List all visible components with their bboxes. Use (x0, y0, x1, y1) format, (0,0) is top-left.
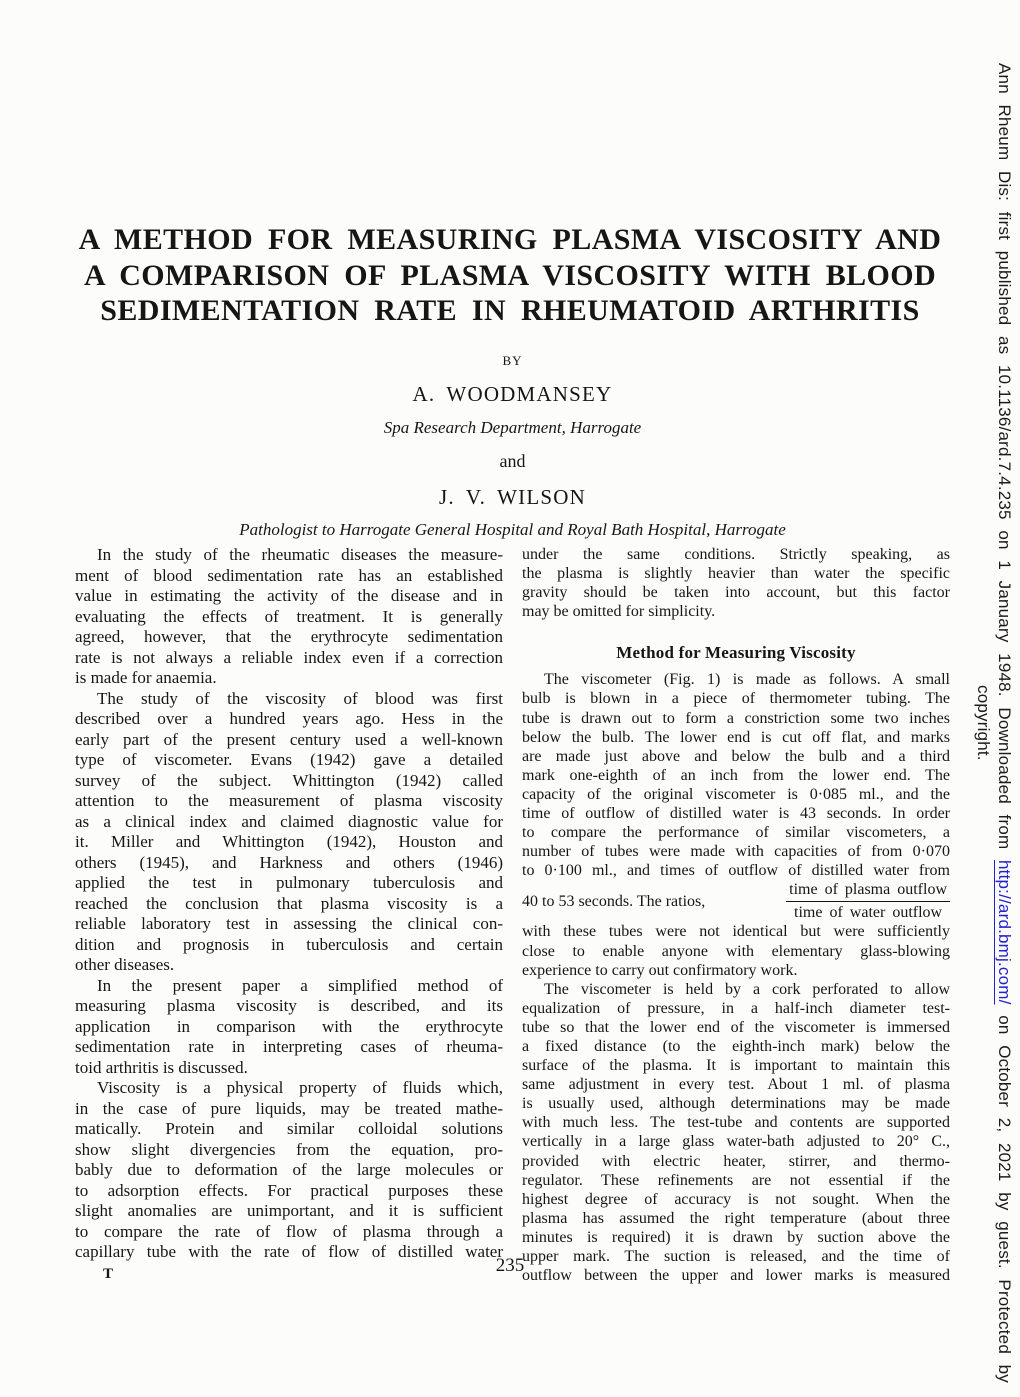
text-line: The study of the viscosity of blood was first (97, 688, 503, 708)
text-line: measuring plasma viscosity is described, and its (75, 996, 503, 1015)
text-line: The viscometer is held by a cork perforated to allow (544, 980, 950, 998)
sidebar-text-after-link: on October 2, 2021 by guest. Protected by (995, 1004, 1014, 1383)
author-1: A. WOODMANSEY (412, 382, 613, 406)
text-line: may be omitted for simplicity. (522, 603, 716, 621)
article-title-line-2: A COMPARISON OF PLASMA VISCOSITY WITH BLOOD (83, 258, 937, 292)
text-line: with these tubes were not identical but were sufficiently (522, 923, 950, 941)
text-line: matically. Protein and similar colloidal solutions (75, 1119, 503, 1138)
sidebar-text-before-link: Ann Rheum Dis: first published as 10.1136/ard.7.4.235 on 1 January 1948. Downloaded from (995, 63, 1014, 860)
text-line: type of viscometer. Evans (1942) gave a detailed (75, 750, 503, 769)
ratio-fraction-row (522, 880, 950, 922)
section-heading-method: Method for Measuring Viscosity (616, 643, 856, 663)
text-line: toid arthritis is discussed. (75, 1057, 248, 1077)
text-line: show slight divergencies from the equation, pro- (75, 1139, 503, 1159)
text-line: ment of blood sedimentation rate has an established (75, 565, 503, 585)
text-line: others (1945), and Harkness and others (1946) (75, 852, 503, 872)
text-line: in the case of pure liquids, may be treated mathe- (75, 1098, 503, 1118)
text-line: plasma has assumed the right temperature (about three (522, 1209, 950, 1227)
text-line: experience to carry out confirmatory work. (522, 961, 798, 979)
journal-provenance-sidebar (973, 63, 1015, 1383)
text-line: are made just above and below the bulb and a third (522, 747, 950, 765)
text-line: to compare the performance of similar viscometers, a (522, 824, 950, 842)
text-line: as a clinical index and claimed diagnostic value for (75, 811, 503, 831)
right-column-continued-paragraph (522, 545, 950, 621)
fraction-denominator: time of water outflow (794, 903, 943, 921)
method-paragraph-before-fraction (522, 670, 950, 880)
text-line: time of outflow of distilled water is 43 seconds. In order (522, 805, 950, 823)
sidebar-copyright-line: copyright. (974, 685, 993, 761)
text-line: dition and prognosis in tuberculosis and certain (75, 934, 503, 954)
text-line: outflow between the upper and lower marks is measured (522, 1267, 950, 1285)
text-line: with much less. The test-tube and contents are supported (522, 1114, 950, 1132)
text-line: under the same conditions. Strictly speaking, as (522, 546, 950, 563)
author-2-affiliation: Pathologist to Harrogate General Hospital and Royal Bath Hospital, Harrogate (239, 520, 786, 539)
text-line: sedimentation rate in interpreting cases of rheuma- (75, 1037, 503, 1056)
ratio-fraction (786, 880, 950, 923)
text-line: to 0·100 ml., and times of outflow of distilled water from (522, 862, 950, 880)
text-line: regulator. These refinements are not essential if the (522, 1171, 950, 1189)
by-label: BY (502, 353, 523, 368)
author-2: J. V. WILSON (439, 485, 586, 509)
text-line: same adjustment in every test. About 1 ml. of plasma (522, 1076, 950, 1094)
text-line: reached the conclusion that plasma viscosity is a (75, 893, 503, 913)
text-line: tube is drawn out to form a constriction some two inches (522, 709, 950, 727)
text-line: mark one-eighth of an inch from the lower end. The (522, 766, 950, 784)
text-line: bulb is blown in a piece of thermometer tubing. The (522, 690, 950, 708)
article-body (75, 545, 950, 1285)
text-line: a fixed distance (to the eighth-inch mark) below the (522, 1037, 950, 1055)
journal-url-link[interactable]: http://ard.bmj.com/ (995, 860, 1014, 1005)
method-paragraph-after-fraction (522, 922, 950, 979)
text-line: is made for anaemia. (75, 668, 217, 687)
right-column (522, 545, 950, 1285)
text-line: reliable laboratory test in assessing the clinical con- (75, 914, 503, 933)
text-line: capillary tube with the rate of flow of distilled water (75, 1242, 503, 1261)
text-line: is usually used, although determinations may be made (522, 1095, 950, 1113)
byline-conjunction: and (499, 451, 526, 471)
text-line: early part of the present century used a well-known (75, 729, 503, 749)
article-title-line-1: A METHOD FOR MEASURING PLASMA VISCOSITY AND (78, 223, 942, 256)
page-number: 235 (495, 1255, 525, 1276)
text-line: upper mark. The suction is released, and the time of (522, 1248, 950, 1265)
text-line: minutes is required) it is drawn by suction above the (522, 1228, 950, 1246)
text-line: survey of the subject. Whittington (1942) called (75, 770, 503, 790)
text-line: evaluating the effects of treatment. It is generally (75, 606, 503, 626)
fraction-lead-text: 40 to 53 seconds. The ratios, (522, 892, 706, 910)
text-line: equalization of pressure, in a half-inch diameter test- (522, 999, 950, 1017)
text-line: rate is not always a reliable index even if a correction (75, 647, 503, 667)
text-line: slight anomalies are unimportant, and it is sufficient (75, 1201, 503, 1220)
text-line: vertically in a large glass water-bath adjusted to 20° C., (522, 1133, 950, 1151)
text-line: In the present paper a simplified method of (97, 975, 503, 995)
text-line: In the study of the rheumatic diseases the measure- (97, 545, 503, 564)
text-line: highest degree of accuracy is not sought. When the (522, 1190, 950, 1208)
article-title (60, 222, 960, 329)
text-line: number of tubes were made with capacities of from 0·070 (522, 843, 950, 861)
text-line: provided with electric heater, stirrer, and thermo- (522, 1152, 950, 1170)
text-line: Viscosity is a physical property of fluids which, (97, 1078, 503, 1097)
text-line: bably due to deformation of the large molecules or (75, 1160, 503, 1179)
text-line: the plasma is slightly heavier than water the specific (522, 565, 950, 583)
fraction-numerator: time of plasma outflow (786, 880, 950, 902)
sidebar-main-line (994, 63, 1015, 1383)
apparatus-paragraph (522, 980, 950, 1286)
text-line: value in estimating the activity of the disease and in (75, 586, 503, 605)
article-title-line-3: SEDIMENTATION RATE IN RHEUMATOID ARTHRITIS (100, 294, 920, 327)
text-line: gravity should be taken into account, but this factor (522, 584, 950, 602)
text-line: application in comparison with the erythrocyte (75, 1016, 503, 1036)
left-column (75, 545, 503, 1285)
text-line: described over a hundred years ago. Hess in the (75, 709, 503, 728)
text-line: close to enable anyone with elementary glass-blowing (522, 942, 950, 960)
text-line: to adsorption effects. For practical purposes these (75, 1180, 503, 1200)
text-line: surface of the plasma. It is important to maintain this (522, 1057, 950, 1075)
text-line: agreed, however, that the erythrocyte sedimentation (75, 627, 503, 646)
byline (75, 353, 950, 540)
text-line: it. Miller and Whittington (1942), Houston and (75, 832, 503, 851)
text-line: The viscometer (Fig. 1) is made as follows. A small (544, 671, 950, 689)
printer-signature-mark: T (103, 1266, 114, 1282)
author-1-affiliation: Spa Research Department, Harrogate (383, 418, 642, 437)
text-line: applied the test in pulmonary tuberculosis and (75, 873, 503, 892)
text-line: tube so that the lower end of the viscometer is immersed (522, 1018, 950, 1036)
text-line: other diseases. (75, 955, 175, 974)
text-line: attention to the measurement of plasma viscosity (75, 791, 503, 810)
text-line: to compare the rate of flow of plasma through a (75, 1221, 503, 1241)
text-line: capacity of the original viscometer is 0·085 ml., and the (522, 785, 950, 803)
text-line: below the bulb. The lower end is cut off flat, and marks (522, 728, 950, 746)
